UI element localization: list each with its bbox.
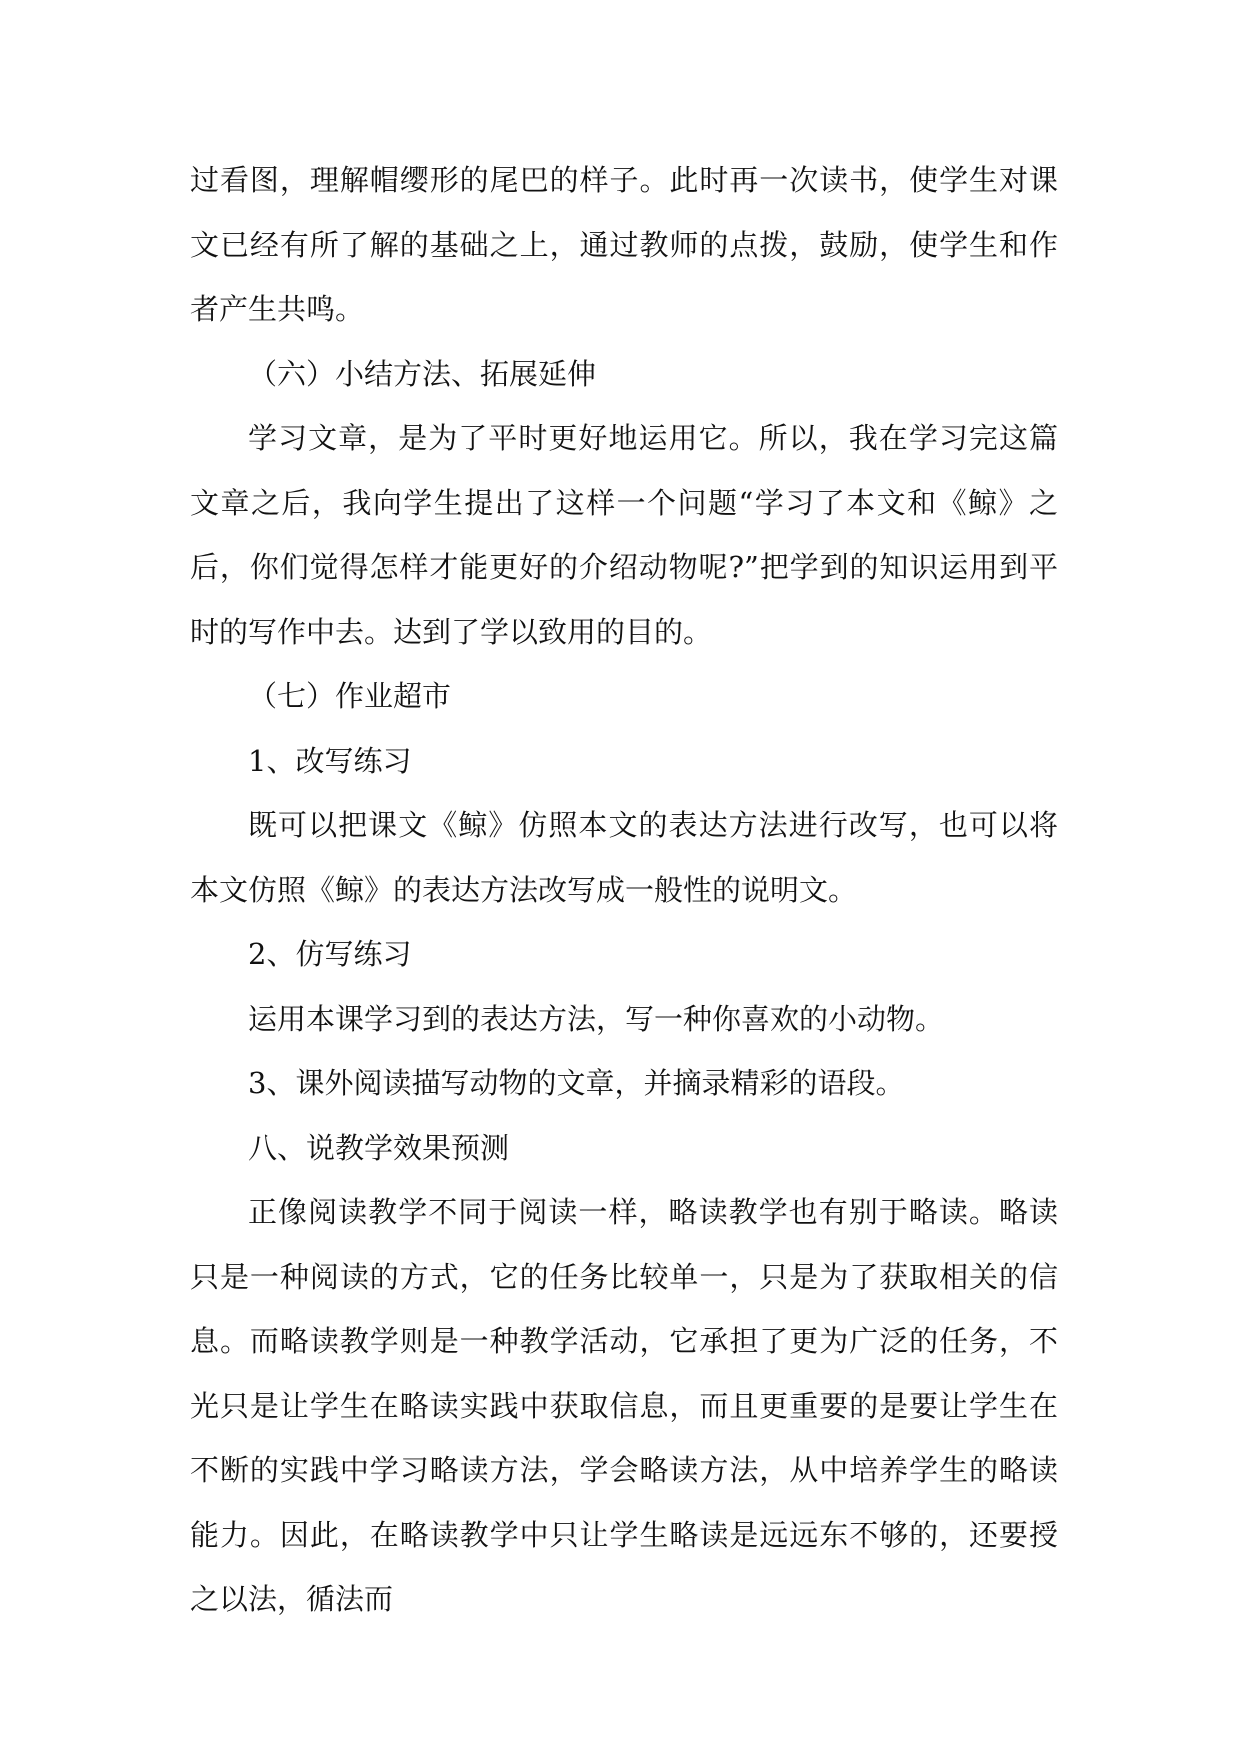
section-heading-eight: 八、说教学效果预测 bbox=[248, 1130, 510, 1165]
paragraph: 过看图，理解帽缨形的尾巴的样子。此时再一次读书，使学生对课文已经有所了解的基础之上，通过教师的点拨，鼓励，使学生和作者产生共鸣。 bbox=[190, 163, 1058, 326]
paragraph: 学习文章，是为了平时更好地运用它。所以，我在学习完这篇文章之后，我向学生提出了这样一个问题“学习了本文和《鲸》之后，你们觉得怎样才能更好的介绍动物呢?”把学到的知识运用到平时的写作中去。达到了学以致用的目的。 bbox=[190, 421, 1058, 649]
list-item-heading: 2、仿写练习 bbox=[248, 937, 412, 971]
list-item-heading: 1、改写练习 bbox=[248, 743, 412, 778]
paragraph: 正像阅读教学不同于阅读一样，略读教学也有别于略读。略读只是一种阅读的方式，它的任务比较单一，只是为了获取相关的信息。而略读教学则是一种教学活动，它承担了更为广泛的任务，不光只是让学生在略读实践中获取信息，而且更重要的是要让学生在不断的实践中学习略读方法，学会略读方法，从中培养学生的略读能力。因此，在略读教学中只让学生略读是远远东不够的，还要授之以法，循法而 bbox=[190, 1195, 1058, 1616]
paragraph: 运用本课学习到的表达方法，写一种你喜欢的小动物。 bbox=[248, 1001, 945, 1036]
document-body bbox=[190, 148, 1058, 1632]
section-heading-six: （六）小结方法、拓展延伸 bbox=[248, 356, 597, 391]
paragraph: 既可以把课文《鲸》仿照本文的表达方法进行改写，也可以将本文仿照《鲸》的表达方法改写成一般性的说明文。 bbox=[190, 808, 1058, 907]
section-heading-seven: （七）作业超市 bbox=[248, 679, 452, 713]
list-item-heading: 3、课外阅读描写动物的文章，并摘录精彩的语段。 bbox=[248, 1066, 905, 1100]
